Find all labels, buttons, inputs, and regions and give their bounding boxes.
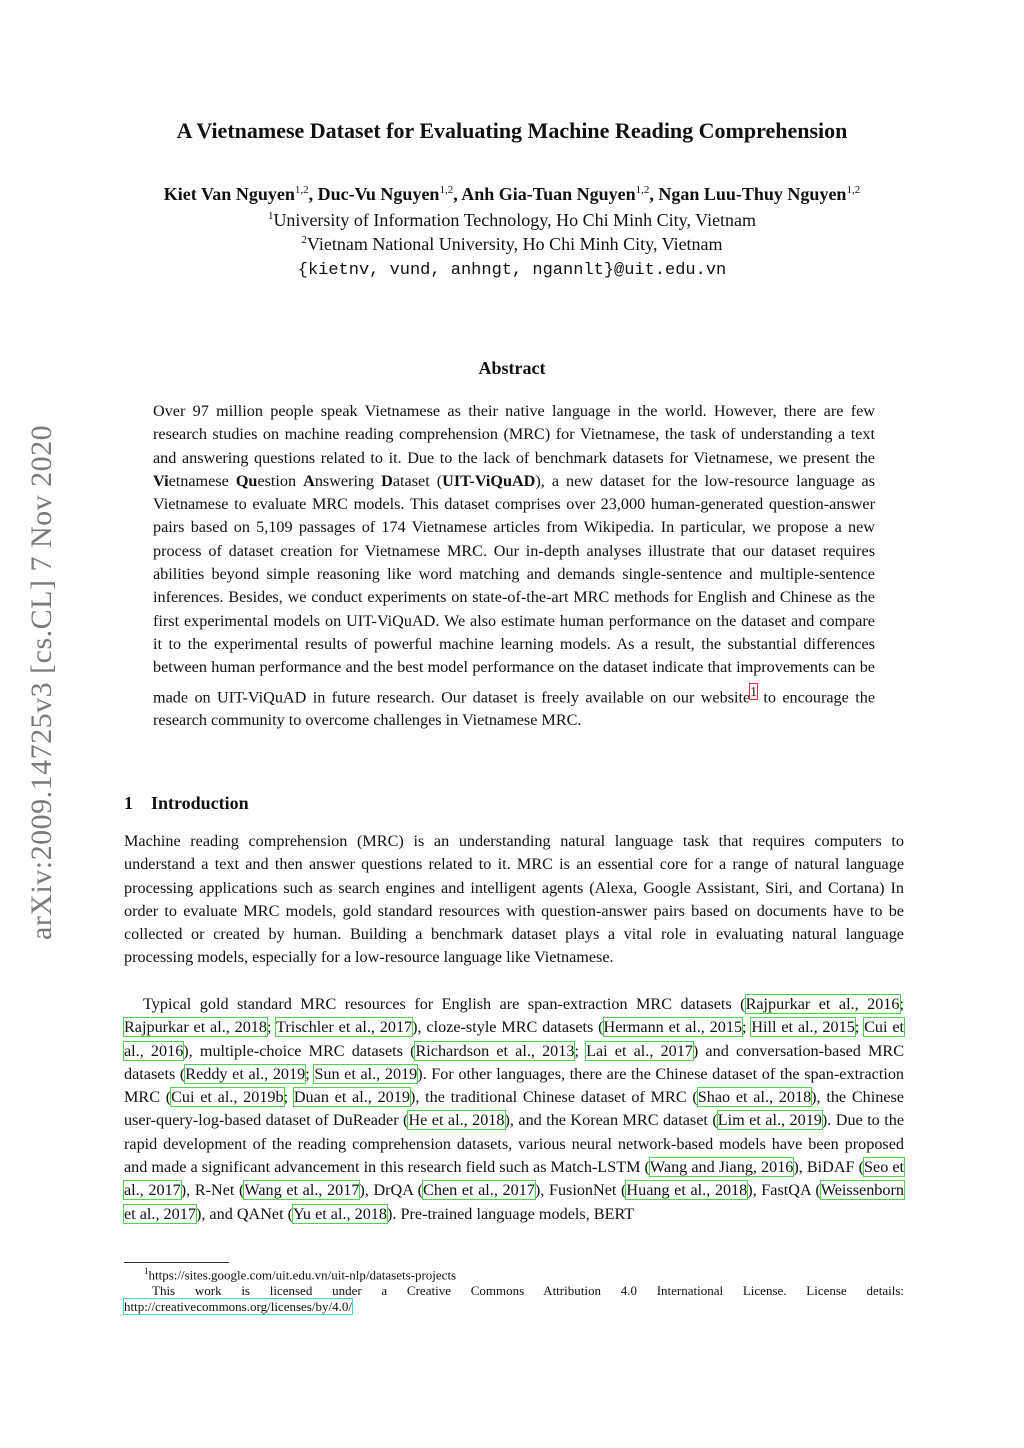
citation-link[interactable]: Wang and Jiang, 2016	[649, 1158, 794, 1177]
citation-link[interactable]: Rajpurkar et al., 2018	[124, 1018, 267, 1037]
acronym-letters: A	[303, 471, 315, 490]
citation-link[interactable]: Lai et al., 2017	[586, 1041, 693, 1060]
citation-link[interactable]: Trischler et al., 2017	[276, 1018, 413, 1037]
citation-link[interactable]: Rajpurkar et al., 2016	[745, 995, 900, 1013]
abstract-part: ), a new dataset for the low-resource language as Vietnamese to evaluate MRC models. This dataset comprises over 23,000 human-generated question-answer pairs based on 5,109 passages of 174 Vietnamese articles from Wikipedia. In particular, we propose a new process of dataset creation for Vietnamese MRC. Our in-depth analyses illustrate that our dataset requires abilities beyond simple reasoning like word matching and demands single-sentence and multiple-sentence inferences. Besides, we conduct experiments on state-of-the-art MRC methods for English and Chinese as the first experimental models on UIT-ViQuAD. We also estimate human performance on the dataset and compare it to the experimental results of powerful machine learning models. As a result, the substantial differences between human performance and the best model performance on the dataset indicate that improvements can be made on UIT-ViQuAD in future research. Our dataset is freely available on our website	[153, 471, 876, 706]
section-number: 1	[124, 793, 133, 813]
citation-link[interactable]: Reddy et al., 2019	[185, 1064, 306, 1083]
section-heading	[124, 793, 249, 814]
affiliation	[0, 210, 1024, 231]
citation-link[interactable]: Richardson et al., 2013	[415, 1041, 575, 1060]
body-text: ) and conversation-based MRC datasets (	[124, 1041, 905, 1083]
citation-separator: ;	[574, 1041, 587, 1060]
abstract-part: Over 97 million people speak Vietnamese as their native language in the world. However, there are few research studies on machine reading comprehension (MRC) for Vietnamese, the task of understanding a text and answering questions related to it. Due to the lack of benchmark datasets for Vietnamese, we present the	[153, 402, 875, 467]
acronym-letters: Vi	[153, 471, 169, 490]
affiliation	[0, 234, 1024, 255]
citation-link[interactable]: Sun et al., 2019	[314, 1064, 418, 1083]
footnote-divider	[124, 1262, 229, 1263]
author-emails: {kietnv, vund, anhngt, ngannlt}@uit.edu.vn	[297, 261, 727, 280]
citation-separator: ;	[305, 1064, 315, 1083]
abstract-text	[153, 400, 875, 733]
body-text: ), and QANet (	[195, 1204, 294, 1223]
paper-title: A Vietnamese Dataset for Evaluating Machine Reading Comprehension	[176, 118, 848, 143]
footnote-1	[144, 1266, 456, 1283]
footnote-link[interactable]: 1	[750, 683, 757, 699]
body-text: ). Pre-trained language models, BERT	[387, 1204, 635, 1223]
dataset-name: UIT-ViQuAD	[442, 471, 536, 490]
arxiv-stamp: arXiv:2009.14725v3 [cs.CL] 7 Nov 2020	[25, 424, 58, 940]
citation-link[interactable]: Duan et al., 2019	[293, 1088, 410, 1107]
citation-separator: ;	[283, 1088, 294, 1107]
body-text: ). For other languages, there are the Chinese dataset of the span-extraction MRC (	[124, 1064, 905, 1107]
author-name: Anh Gia-Tuan Nguyen	[461, 184, 636, 204]
body-text: ), the Chinese user-query-log-based dataset of DuReader (	[124, 1088, 904, 1130]
affiliation-text: University of Information Technology, Ho Chi Minh City, Vietnam	[273, 210, 757, 230]
affiliation-mark: 2	[301, 234, 307, 246]
intro-paragraph: Machine reading comprehension (MRC) is an understanding natural language task that requires computers to understand a text and then answer questions related to it. MRC is an essential core for a range of natural language processing applications such as search engines and intelligent agents (Alexa, Google Assistant, Siri, and Cortana) In order to evaluate MRC models, gold standard resources with question-answer pairs based on documents have to be collected or created by human. Building a benchmark dataset plays a vital role in evaluating natural language processing models, especially for a low-resource language like Vietnamese.	[124, 832, 904, 967]
author-name: Ngan Luu-Thuy Nguyen	[658, 184, 847, 204]
citation-link[interactable]: He et al., 2018	[408, 1111, 505, 1130]
license-text: This work is licensed under a Creative Commons Attribution 4.0 International License. License details:	[152, 1283, 904, 1298]
citation-link[interactable]: Hermann et al., 2015	[603, 1018, 743, 1037]
section-title: Introduction	[151, 793, 249, 813]
citation-separator: ;	[267, 1018, 277, 1037]
citation-separator: ;	[899, 995, 904, 1013]
footnote-url[interactable]: https://sites.google.com/uit.edu.vn/uit-nlp/datasets-projects	[148, 1267, 457, 1283]
body-text: ), BiDAF (	[793, 1158, 864, 1177]
citation-separator: ;	[854, 1018, 865, 1037]
body-text: ), FusionNet (	[534, 1181, 627, 1200]
author-affiliation-mark: 1,2	[635, 184, 650, 196]
body-text: ), DrQA (	[359, 1181, 424, 1200]
citation-link[interactable]: Yu et al., 2018	[293, 1204, 387, 1223]
citation-separator: ;	[742, 1018, 752, 1037]
author-name: Kiet Van Nguyen	[163, 184, 295, 204]
citation-link[interactable]: Cui et al., 2019b	[171, 1088, 284, 1107]
body-text: ). Due to the rapid development of the reading comprehension datasets, various neural network-based models have been proposed and made a significant advancement in this research field such as Match-LSTM (	[124, 1111, 905, 1177]
abstract-part: estion	[257, 471, 304, 490]
citation-link[interactable]: Shao et al., 2018	[697, 1088, 812, 1107]
abstract-part: nswering	[314, 471, 382, 490]
affiliation-mark: 1	[267, 210, 274, 222]
author-list: Kiet Van Nguyen$^{1,2}$, Duc-Vu Nguyen$^{1,2}$, Anh Gia-Tuan Nguyen$^{1,2}$, Ngan Luu-Thuy Nguyen$^{1,2}$	[163, 184, 861, 204]
abstract-heading: Abstract	[478, 358, 546, 378]
citation-link[interactable]: Lim et al., 2019	[717, 1111, 822, 1130]
body-text: ), R-Net (	[180, 1181, 245, 1200]
acronym-letters: D	[381, 471, 393, 490]
license-footnote	[124, 1283, 904, 1315]
license-link[interactable]: http://creativecommons.org/licenses/by/4.0/	[124, 1299, 352, 1314]
author-affiliation-mark: 1,2	[846, 184, 861, 196]
citation-link[interactable]: Cui et al., 2016	[124, 1018, 905, 1060]
citation-link[interactable]: Huang et al., 2018	[626, 1181, 748, 1200]
footnote-mark: 1	[144, 1266, 149, 1276]
acronym-letters: Qu	[235, 471, 258, 490]
intro-paragraph	[124, 993, 904, 1226]
affiliation-text: Vietnam National University, Ho Chi Minh City, Vietnam	[306, 234, 723, 254]
citation-link[interactable]: Seo et al., 2017	[124, 1158, 905, 1200]
citation-link[interactable]: Weissenborn et al., 2017	[124, 1181, 904, 1223]
body-text: ), and the Korean MRC dataset (	[504, 1111, 718, 1130]
citation-link[interactable]: Hill et al., 2015	[751, 1018, 855, 1037]
abstract-part: ataset (	[392, 471, 443, 490]
body-text: ), the traditional Chinese dataset of MRC (	[409, 1088, 698, 1107]
abstract-part: to encourage the research community to overcome challenges in Vietnamese MRC.	[153, 687, 876, 730]
body-text: ), cloze-style MRC datasets (	[412, 1018, 604, 1037]
body-text: ), FastQA (	[747, 1181, 821, 1200]
author-affiliation-mark: 1,2	[439, 184, 454, 196]
citation-link[interactable]: Chen et al., 2017	[423, 1181, 535, 1200]
body-text: ), multiple-choice MRC datasets (	[183, 1041, 416, 1060]
author-name: Duc-Vu Nguyen	[317, 184, 440, 204]
body-text: Typical gold standard MRC resources for English are span-extraction MRC datasets (	[143, 995, 746, 1013]
author-affiliation-mark: 1,2	[294, 184, 309, 196]
abstract-part: etnamese	[168, 471, 236, 490]
citation-link[interactable]: Wang et al., 2017	[244, 1181, 360, 1200]
